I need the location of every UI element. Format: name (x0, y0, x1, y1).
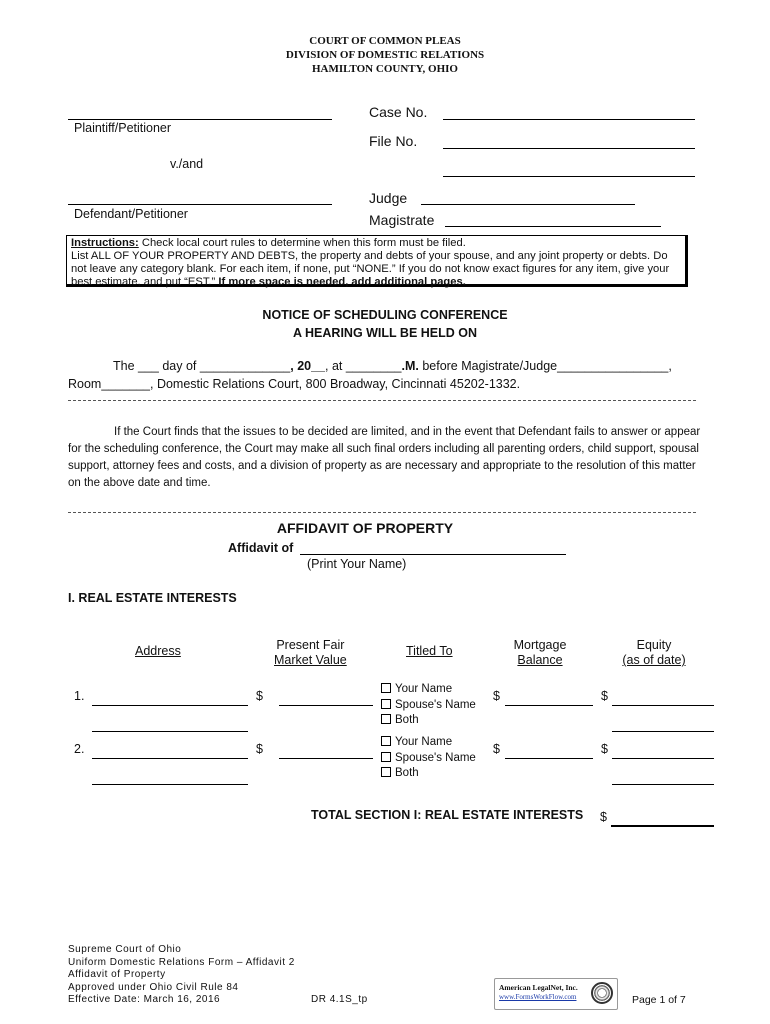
magistrate-field[interactable] (445, 226, 661, 227)
hearing-room-line: Room_______, Domestic Relations Court, 800 Broadway, Cincinnati 45202-1332. (68, 377, 521, 391)
affiant-name-field[interactable] (300, 554, 566, 555)
col-address: Address (135, 644, 181, 658)
plaintiff-label: Plaintiff/Petitioner (74, 121, 172, 135)
checkbox[interactable] (381, 767, 391, 777)
dollar-sign: $ (256, 742, 263, 756)
equity-field[interactable] (612, 705, 714, 706)
col-mortgage-1: Mortgage (513, 638, 567, 652)
notice-paragraph: If the Court finds that the issues to be decided are limited, and in the event that Defendant fails to answer or appear for the scheduling conference, the Court may make all such final orders including all parenting orders, child support, spousal support, attorney fees and costs, and a division of property as are necessary and appropriate to the resolution of this matter on the above date and time. (68, 426, 701, 489)
page-number: Page 1 of 7 (632, 994, 686, 1006)
divider (68, 512, 696, 513)
section-title: I. REAL ESTATE INTERESTS (68, 591, 237, 605)
plaintiff-field[interactable] (68, 119, 332, 120)
checkbox[interactable] (381, 736, 391, 746)
address-field-2[interactable] (92, 784, 248, 785)
case-no-field[interactable] (443, 119, 695, 120)
instructions-box (66, 235, 688, 287)
option-label: Your Name (395, 683, 453, 695)
divider (68, 400, 696, 401)
address-field[interactable] (92, 705, 248, 706)
address-field[interactable] (92, 758, 248, 759)
footer-line: Uniform Domestic Relations Form – Affidavit 2 (68, 956, 295, 968)
form-code: DR 4.1S_tp (311, 994, 368, 1005)
print-name-hint: (Print Your Name) (307, 557, 407, 571)
seal-icon (591, 982, 613, 1004)
hearing-magistrate: before Magistrate/Judge________________, (418, 359, 672, 373)
instructions-extra-pages: If more space is needed, add additional pages. (218, 276, 466, 288)
instructions-line-3: not leave any category blank. For each item, if none, put “NONE.” If you do not know exact figures for any item, give your (71, 263, 670, 275)
col-titled-to: Titled To (406, 644, 453, 658)
checkbox[interactable] (381, 683, 391, 693)
instructions-label: Instructions: (71, 237, 139, 249)
dollar-sign: $ (601, 742, 608, 756)
file-no-field-2[interactable] (443, 176, 695, 177)
instructions-line-1: Check local court rules to determine when this form must be filed. (138, 237, 466, 249)
hearing-meridiem: .M. (401, 359, 419, 373)
col-equity-1: Equity (636, 638, 672, 652)
checkbox[interactable] (381, 699, 391, 709)
affidavit-of-label: Affidavit of (228, 541, 294, 555)
magistrate-label: Magistrate (369, 212, 435, 228)
titled-spouse-name[interactable] (381, 752, 476, 764)
judge-label: Judge (369, 190, 408, 206)
checkbox[interactable] (381, 714, 391, 724)
titled-your-name[interactable] (381, 683, 452, 695)
dollar-sign: $ (600, 810, 607, 824)
footer-line: Approved under Ohio Civil Rule 84 (68, 981, 239, 993)
footer-line: Supreme Court of Ohio (68, 944, 182, 955)
footer-info (68, 944, 295, 1007)
hearing-day: The ___ day of _____________ (113, 359, 291, 373)
hearing-year: , 20__ (290, 359, 326, 373)
market-value-field[interactable] (279, 705, 373, 706)
affidavit-title: AFFIDAVIT OF PROPERTY (276, 520, 454, 536)
equity-date-field[interactable] (612, 731, 714, 732)
file-no-field[interactable] (443, 148, 695, 149)
total-label: TOTAL SECTION I: REAL ESTATE INTERESTS (311, 808, 584, 822)
col-market-value-1: Present Fair (276, 638, 345, 652)
mortgage-field[interactable] (505, 705, 593, 706)
option-label: Both (395, 714, 419, 726)
notice-title: NOTICE OF SCHEDULING CONFERENCE (262, 308, 508, 322)
equity-date-field[interactable] (612, 784, 714, 785)
dollar-sign: $ (601, 689, 608, 703)
option-label: Spouse's Name (395, 699, 476, 711)
titled-both[interactable] (381, 714, 419, 726)
court-name: COURT OF COMMON PLEAS (309, 35, 461, 47)
judge-field[interactable] (421, 204, 635, 205)
option-label: Both (395, 767, 419, 779)
notice-subtitle: A HEARING WILL BE HELD ON (292, 326, 478, 340)
versus-label: v./and (170, 157, 204, 171)
titled-your-name[interactable] (381, 736, 452, 748)
dollar-sign: $ (256, 689, 263, 703)
checkbox[interactable] (381, 752, 391, 762)
titled-spouse-name[interactable] (381, 699, 476, 711)
legalnet-logo[interactable] (494, 978, 618, 1010)
mortgage-field[interactable] (505, 758, 593, 759)
col-equity-2: (as of date) (622, 653, 686, 667)
case-no-label: Case No. (369, 104, 428, 120)
row-number: 1. (74, 689, 85, 703)
market-value-field[interactable] (279, 758, 373, 759)
hearing-time: , at ________ (325, 359, 402, 373)
court-division: DIVISION OF DOMESTIC RELATIONS (285, 49, 485, 61)
col-mortgage (510, 638, 570, 668)
footer-line: Effective Date: March 16, 2016 (68, 994, 221, 1005)
hearing-date-line (113, 359, 672, 373)
col-equity (618, 638, 690, 668)
col-market-value (274, 638, 347, 668)
option-label: Spouse's Name (395, 752, 476, 764)
defendant-label: Defendant/Petitioner (74, 207, 188, 221)
file-no-label: File No. (369, 133, 418, 149)
dollar-sign: $ (493, 742, 500, 756)
instructions-line-2: List ALL OF YOUR PROPERTY AND DEBTS, the property and debts of your spouse, and any joint property or debts. Do (71, 250, 668, 262)
dollar-sign: $ (493, 689, 500, 703)
row-number: 2. (74, 742, 85, 756)
option-label: Your Name (395, 736, 453, 748)
col-mortgage-2: Balance (517, 653, 563, 667)
total-field[interactable] (611, 825, 714, 827)
titled-both[interactable] (381, 767, 419, 779)
defendant-field[interactable] (68, 204, 332, 205)
address-field-2[interactable] (92, 731, 248, 732)
col-market-value-2: Market Value (274, 653, 347, 667)
instructions-line-4: best estimate, and put “EST.” (71, 276, 219, 288)
footer-line: Affidavit of Property (68, 969, 166, 980)
logo-name: American LegalNet, Inc. (499, 983, 578, 992)
logo-url[interactable]: www.FormsWorkFlow.com (499, 993, 577, 1001)
court-county: HAMILTON COUNTY, OHIO (312, 63, 458, 75)
equity-field[interactable] (612, 758, 714, 759)
